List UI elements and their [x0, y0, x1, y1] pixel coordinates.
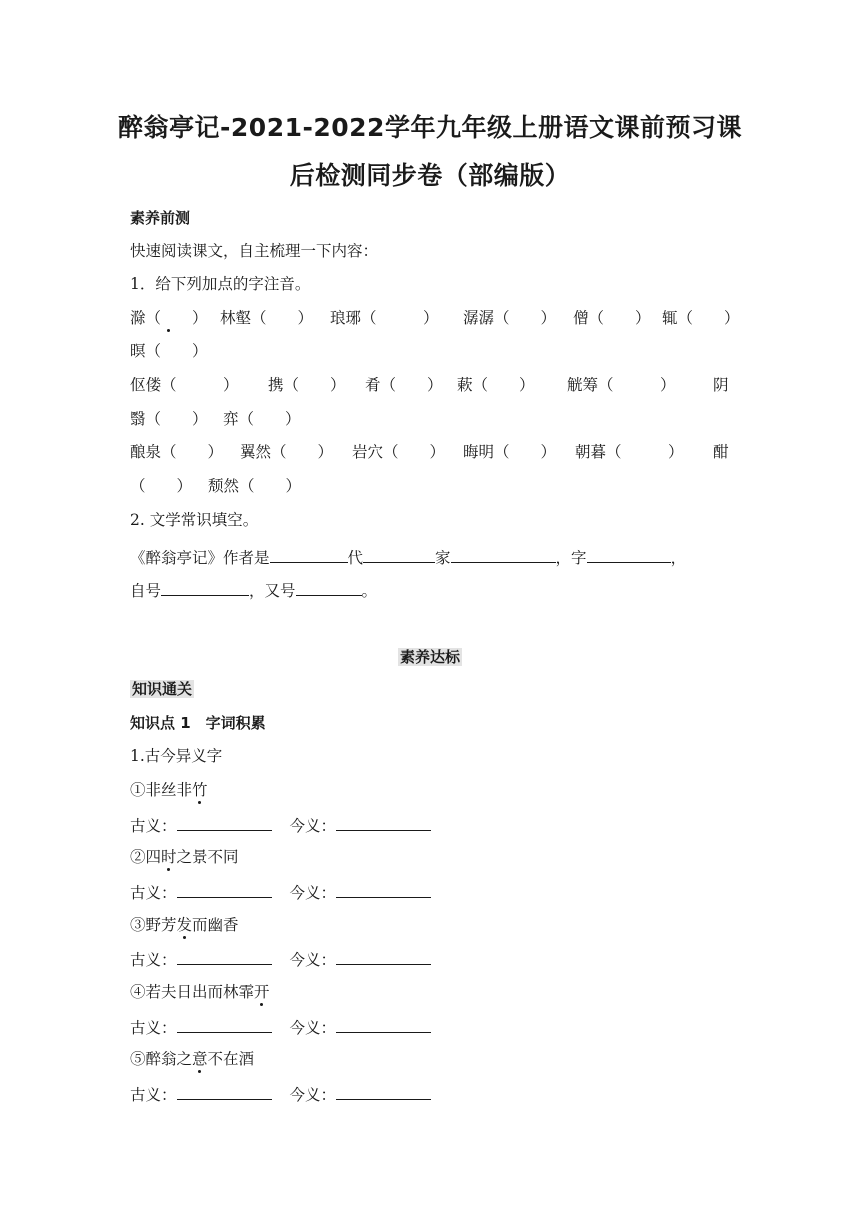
- knowledge-point-1: 知识点 1 字词积累: [130, 714, 266, 732]
- intro-text: 快速阅读课文，自主梳理一下内容：: [130, 242, 379, 260]
- answer-blank[interactable]: [336, 1016, 431, 1033]
- sub-heading-knowledge: 知识通关: [132, 680, 193, 698]
- pinyin-item: 携（ ）: [268, 376, 346, 394]
- pinyin-item: 弈（ ）: [223, 410, 301, 428]
- meaning-row-5: 古义： 今义：: [130, 1083, 431, 1105]
- answer-blank[interactable]: [296, 579, 362, 596]
- pinyin-item: 潺潺（ ）: [463, 309, 557, 327]
- answer-blank[interactable]: [270, 546, 348, 563]
- pinyin-item: 翳（ ）: [130, 410, 208, 428]
- word-item-1: ①非丝非竹: [130, 781, 208, 799]
- question-1: 1．给下列加点的字注音。: [130, 275, 311, 293]
- fill-line-1: 《醉翁亭记》作者是 代 家 ，字 ，: [130, 546, 686, 568]
- pinyin-item: 酣: [713, 443, 729, 461]
- pinyin-row-3b: [130, 476, 730, 496]
- pinyin-item: 伛偻（ ）: [130, 376, 239, 394]
- pinyin-item: 朝暮（ ）: [575, 443, 684, 461]
- pinyin-item: 蔌（ ）: [457, 376, 535, 394]
- pinyin-row-3: [130, 442, 730, 462]
- answer-blank[interactable]: [336, 881, 431, 898]
- fill-line-2: 自号 ，又号 。: [130, 579, 377, 601]
- meaning-row-4: 古义： 今义：: [130, 1016, 431, 1038]
- pinyin-row-1b: 暝（ ）: [130, 342, 208, 360]
- question-ancient-modern: 1.古今异义字: [130, 747, 223, 765]
- pinyin-item: 酿泉（ ）: [130, 443, 224, 461]
- pinyin-item: 岩穴（ ）: [352, 443, 446, 461]
- pinyin-item: （ ）: [130, 477, 193, 495]
- answer-blank[interactable]: [363, 546, 435, 563]
- answer-blank[interactable]: [336, 814, 431, 831]
- document-title-line2: 后检测同步卷（部编版）: [289, 161, 571, 190]
- word-item-2: ②四时之景不同: [130, 848, 239, 866]
- pinyin-item: 觥筹（ ）: [567, 376, 676, 394]
- pinyin-item: 僧（ ）: [573, 309, 651, 327]
- answer-blank[interactable]: [177, 1083, 272, 1100]
- meaning-row-1: 古义： 今义：: [130, 814, 431, 836]
- section-heading-standard: 素养达标: [399, 648, 460, 666]
- answer-blank[interactable]: [177, 948, 272, 965]
- pinyin-row-2b: [130, 409, 730, 429]
- word-item-4: ④若夫日出而林霏开: [130, 983, 270, 1001]
- answer-blank[interactable]: [587, 546, 671, 563]
- answer-blank[interactable]: [336, 948, 431, 965]
- pinyin-item: 滁（ ）: [130, 309, 208, 327]
- pinyin-item: 琅琊（ ）: [330, 309, 439, 327]
- answer-blank[interactable]: [177, 1016, 272, 1033]
- section-heading-pretest: 素养前测: [130, 209, 191, 227]
- pinyin-item: 肴（ ）: [365, 376, 443, 394]
- pinyin-item: 阴: [713, 376, 729, 394]
- word-item-3: ③野芳发而幽香: [130, 916, 239, 934]
- answer-blank[interactable]: [177, 881, 272, 898]
- answer-blank[interactable]: [451, 546, 556, 563]
- pinyin-row-1: [130, 308, 740, 328]
- pinyin-item: 辄（ ）: [662, 309, 740, 327]
- pinyin-item: 林壑（ ）: [220, 309, 314, 327]
- pinyin-item: 颓然（ ）: [208, 477, 302, 495]
- answer-blank[interactable]: [161, 579, 249, 596]
- word-item-5: ⑤醉翁之意不在酒: [130, 1050, 255, 1068]
- meaning-row-3: 古义： 今义：: [130, 948, 431, 970]
- question-2: 2. 文学常识填空。: [130, 511, 259, 529]
- answer-blank[interactable]: [336, 1083, 431, 1100]
- document-title-line1: 醉翁亭记-2021-2022学年九年级上册语文课前预习课: [118, 113, 742, 142]
- answer-blank[interactable]: [177, 814, 272, 831]
- pinyin-item: 翼然（ ）: [240, 443, 334, 461]
- pinyin-row-2: [130, 375, 730, 395]
- meaning-row-2: 古义： 今义：: [130, 881, 431, 903]
- pinyin-item: 晦明（ ）: [463, 443, 557, 461]
